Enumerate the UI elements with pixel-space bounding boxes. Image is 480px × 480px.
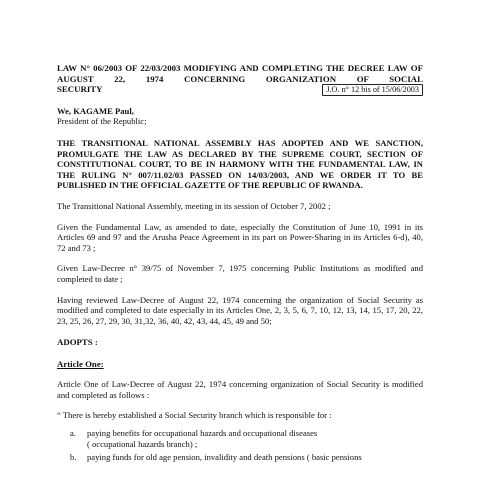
signatory-role: President of the Republic; [57, 116, 147, 127]
signatory-block [57, 106, 423, 127]
law-title-line-2: LAW OF AUGUST 22, 1974 CONCERNING ORGANIZATION OF SOCIAL [57, 63, 423, 84]
adopts-heading: ADOPTS : [57, 337, 98, 348]
reviewed-paragraph: Having reviewed Law-Decree of August 22, 1974 concerning the organization of Social Security as modified and completed to date especially in its Articles One, 2, 3, 5, 6, 7, 10, 12, 13, 14, 15, 17, 20, 22, 23, 25, 26, 27, 29, 30, 31,32, 36, 40, 42, 43, 44, 45, 49 and 50; [57, 294, 423, 326]
article-one-text: Article One of Law-Decree of August 22, 1974 concerning organization of Social Security is modified and completed as follows : [57, 379, 423, 400]
list-item-text [87, 428, 423, 449]
list-item-text [87, 452, 423, 463]
quote-intro: “ There is hereby established a Social Security branch which is responsible for : [57, 410, 332, 421]
law-title [57, 63, 423, 95]
law-title-line-3-row [57, 84, 423, 95]
list-item [57, 452, 423, 463]
official-gazette-reference: J.O. n° 12 bis of 15/06/2003 [322, 84, 423, 96]
article-one-heading: Article One: [57, 359, 104, 370]
proclamation-paragraph: THE TRANSITIONAL NATIONAL ASSEMBLY HAS ADOPTED AND WE SANCTION, PROMULGATE THE LAW AS DECLARED BY THE SUPREME COURT, SECTION OF CONSTITUTIONAL COURT, TO BE IN HARMONY WITH THE FUNDAMENTAL LAW, IN THE RULING N° 007/11.02/03 PASSED ON 14/03/2003, AND WE ORDER IT TO BE PUBLISHED IN THE OFFICIAL GAZETTE OF THE REPUBLIC OF RWANDA. [57, 137, 423, 191]
signatory-name: We, KAGAME Paul, [57, 105, 134, 116]
list-item-main: paying benefits for occupational hazards and occupational diseases [87, 428, 318, 439]
fundamental-law-paragraph: Given the Fundamental Law, as amended to date, especially the Constitution of June 10, 1991 in its Articles 69 and 97 and the Arusha Peace Agreement in its part on Power-Sharing in its Articles 6-d), 40, 72 and 73 ; [57, 221, 423, 253]
law-title-line-3: SECURITY [57, 84, 103, 95]
list-item [57, 428, 423, 449]
list-item-marker: b. [70, 452, 77, 463]
document-content [57, 63, 423, 466]
law-title-line-1: LAW N° 06/2003 OF 22/03/2003 MODIFYING AND COMPLETING THE DECREE [57, 63, 385, 73]
list-item-sub: ( occupational hazards branch) ; [87, 438, 198, 449]
law-decree-paragraph: Given Law-Decree n° 39/75 of November 7, 1975 concerning Public Institutions as modified and completed to date ; [57, 263, 423, 284]
list-item-main: paying funds for old age pension, invalidity and death pensions ( basic pensions [87, 452, 362, 463]
session-paragraph: The Transitional National Assembly, meeting in its session of October 7, 2002 ; [57, 200, 331, 211]
list-item-marker: a. [70, 428, 76, 439]
branch-responsibilities-list [57, 428, 423, 463]
